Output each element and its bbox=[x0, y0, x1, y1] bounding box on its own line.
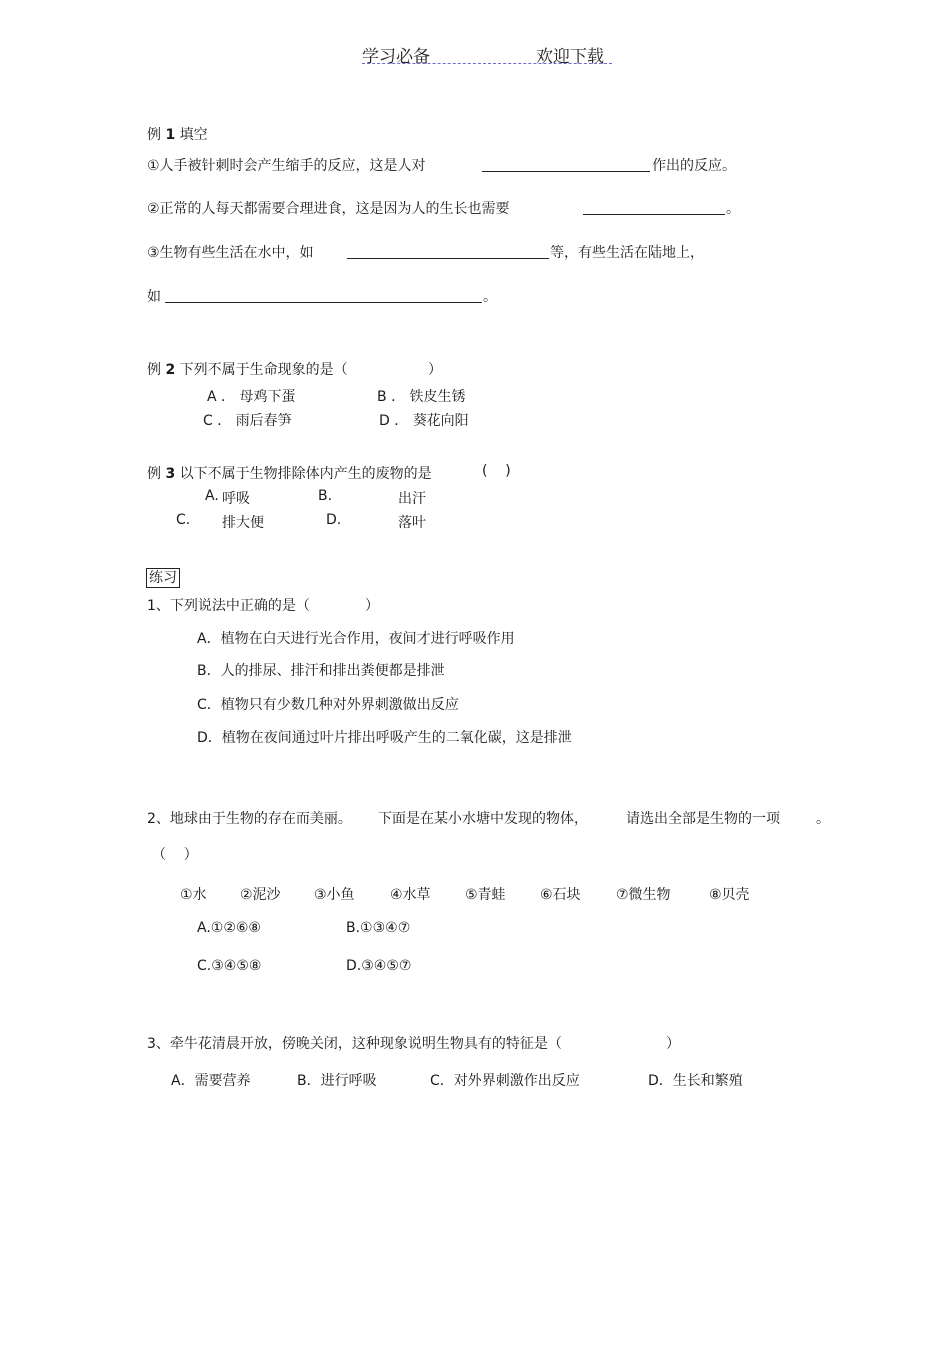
practice-q1-close: ） bbox=[365, 598, 379, 614]
practice-q2-option-a[interactable]: A.①②⑥⑧ bbox=[197, 920, 261, 936]
practice-q3-option-a[interactable]: A．需要营养 bbox=[171, 1073, 251, 1089]
ex1-q3-before: ③生物有些生活在水中，如 bbox=[147, 245, 314, 261]
ex3-option-a-letter[interactable]: A. bbox=[205, 488, 219, 504]
ex2-option-c[interactable] bbox=[203, 410, 292, 430]
ex2-option-letter: C bbox=[203, 413, 213, 429]
practice-label: 练习 bbox=[146, 568, 180, 588]
option-dot: ． bbox=[217, 413, 232, 429]
ex1-q1-after: 作出的反应。 bbox=[652, 158, 736, 174]
ex3-option-c-letter[interactable]: C. bbox=[176, 512, 191, 528]
ex2-option-letter: D bbox=[379, 413, 390, 429]
practice-q2-item-8: ⑧贝壳 bbox=[709, 887, 750, 903]
practice-q3-option-c[interactable]: C．对外界刺激作出反应 bbox=[430, 1073, 580, 1089]
ex1-title-text: 填空 bbox=[179, 127, 208, 143]
option-dot: ． bbox=[391, 389, 406, 405]
ex1-q4-blank[interactable] bbox=[165, 302, 482, 303]
ex1-q4-after: 。 bbox=[483, 289, 497, 305]
practice-q2-item-7: ⑦微生物 bbox=[616, 887, 671, 903]
practice-q2-stem-b: 下面是在某小水塘中发现的物体， bbox=[378, 811, 588, 827]
ex2-option-a[interactable] bbox=[207, 386, 295, 406]
ex1-q1-before: ①人手被针刺时会产生缩手的反应，这是人对 bbox=[147, 158, 426, 174]
practice-q2-option-c[interactable]: C.③④⑤⑧ bbox=[197, 958, 262, 974]
ex2-title-text: 下列不属于生命现象的是（ bbox=[179, 362, 348, 378]
ex3-title-prefix: 例 bbox=[147, 466, 161, 482]
ex3-option-c-text: 排大便 bbox=[222, 515, 264, 531]
practice-q2-item-4: ④水草 bbox=[390, 887, 431, 903]
ex2-option-letter: A bbox=[207, 389, 217, 405]
ex3-option-d-letter[interactable]: D. bbox=[326, 512, 342, 528]
practice-q2-item-6: ⑥石块 bbox=[540, 887, 581, 903]
practice-q2-option-b[interactable]: B.①③④⑦ bbox=[346, 920, 411, 936]
ex2-option-b[interactable] bbox=[377, 386, 466, 406]
ex1-q2-before: ②正常的人每天都需要合理进食，这是因为人的生长也需要 bbox=[147, 201, 510, 217]
ex1-q3-after: 等，有些生活在陆地上， bbox=[550, 245, 704, 261]
practice-q2-stem-a: 2、地球由于生物的存在而美丽。 bbox=[147, 811, 352, 827]
practice-q1-option-c[interactable]: C．植物只有少数几种对外界刺激做出反应 bbox=[197, 697, 459, 713]
practice-q2-item-5: ⑤青蛙 bbox=[465, 887, 506, 903]
option-dot: ． bbox=[221, 389, 236, 405]
ex2-title bbox=[147, 359, 348, 379]
practice-q3-option-d[interactable]: D．生长和繁殖 bbox=[648, 1073, 743, 1089]
ex1-q3-blank[interactable] bbox=[347, 258, 549, 259]
ex2-title-num: 2 bbox=[165, 362, 176, 378]
practice-q1-option-d[interactable]: D．植物在夜间通过叶片排出呼吸产生的二氧化碳，这是排泄 bbox=[197, 730, 572, 746]
ex2-title-close: ） bbox=[428, 362, 442, 378]
practice-q2-paren: （ ） bbox=[152, 847, 198, 863]
ex2-title-prefix: 例 bbox=[147, 362, 161, 378]
header-right-text: 欢迎下载 bbox=[536, 47, 604, 67]
practice-q2-stem-end: 。 bbox=[816, 811, 830, 827]
ex3-title-paren: ( ) bbox=[482, 463, 511, 479]
header-left-text: 学习必备 bbox=[362, 47, 430, 67]
ex1-q1-blank[interactable] bbox=[482, 171, 650, 172]
practice-q2-item-2: ②泥沙 bbox=[240, 887, 281, 903]
ex1-q2-blank[interactable] bbox=[583, 214, 725, 215]
ex1-q2-after: 。 bbox=[726, 201, 740, 217]
ex3-title-text: 以下不属于生物排除体内产生的废物的是 bbox=[179, 466, 432, 482]
practice-q2-option-d[interactable]: D.③④⑤⑦ bbox=[346, 958, 412, 974]
ex3-title bbox=[147, 463, 432, 483]
ex2-option-text: 雨后春笋 bbox=[235, 413, 292, 429]
practice-q3-stem: 3、牵牛花清晨开放，傍晚关闭，这种现象说明生物具有的特征是（ bbox=[147, 1036, 562, 1052]
practice-q2-item-3: ③小鱼 bbox=[314, 887, 355, 903]
ex3-title-num: 3 bbox=[165, 466, 176, 482]
ex1-title-prefix: 例 bbox=[147, 127, 161, 143]
practice-q2-item-1: ①水 bbox=[180, 887, 207, 903]
ex3-option-b-text: 出汗 bbox=[398, 491, 426, 507]
practice-q1-stem: 1、下列说法中正确的是（ bbox=[147, 598, 310, 614]
ex2-option-d[interactable] bbox=[379, 410, 469, 430]
practice-q2-stem-c: 请选出全部是生物的一项 bbox=[626, 811, 780, 827]
practice-q1-option-a[interactable]: A．植物在白天进行光合作用，夜间才进行呼吸作用 bbox=[197, 631, 515, 647]
practice-q3-close: ） bbox=[666, 1036, 680, 1052]
ex1-title bbox=[147, 124, 208, 144]
ex2-option-text: 铁皮生锈 bbox=[409, 389, 466, 405]
ex2-option-text: 母鸡下蛋 bbox=[239, 389, 296, 405]
ex3-option-b-letter[interactable]: B. bbox=[318, 488, 333, 504]
ex3-option-d-text: 落叶 bbox=[398, 515, 426, 531]
option-dot: ． bbox=[394, 413, 409, 429]
ex3-option-a-text: 呼吸 bbox=[222, 491, 250, 507]
ex2-option-text: 葵花向阳 bbox=[412, 413, 469, 429]
header-underline bbox=[362, 63, 612, 64]
practice-q1-option-b[interactable]: B．人的排尿、排汗和排出粪便都是排泄 bbox=[197, 663, 445, 679]
practice-q3-option-b[interactable]: B．进行呼吸 bbox=[297, 1073, 377, 1089]
ex1-q4-before: 如 bbox=[147, 289, 161, 305]
ex1-title-num: 1 bbox=[165, 127, 176, 143]
ex2-option-letter: B bbox=[377, 389, 387, 405]
